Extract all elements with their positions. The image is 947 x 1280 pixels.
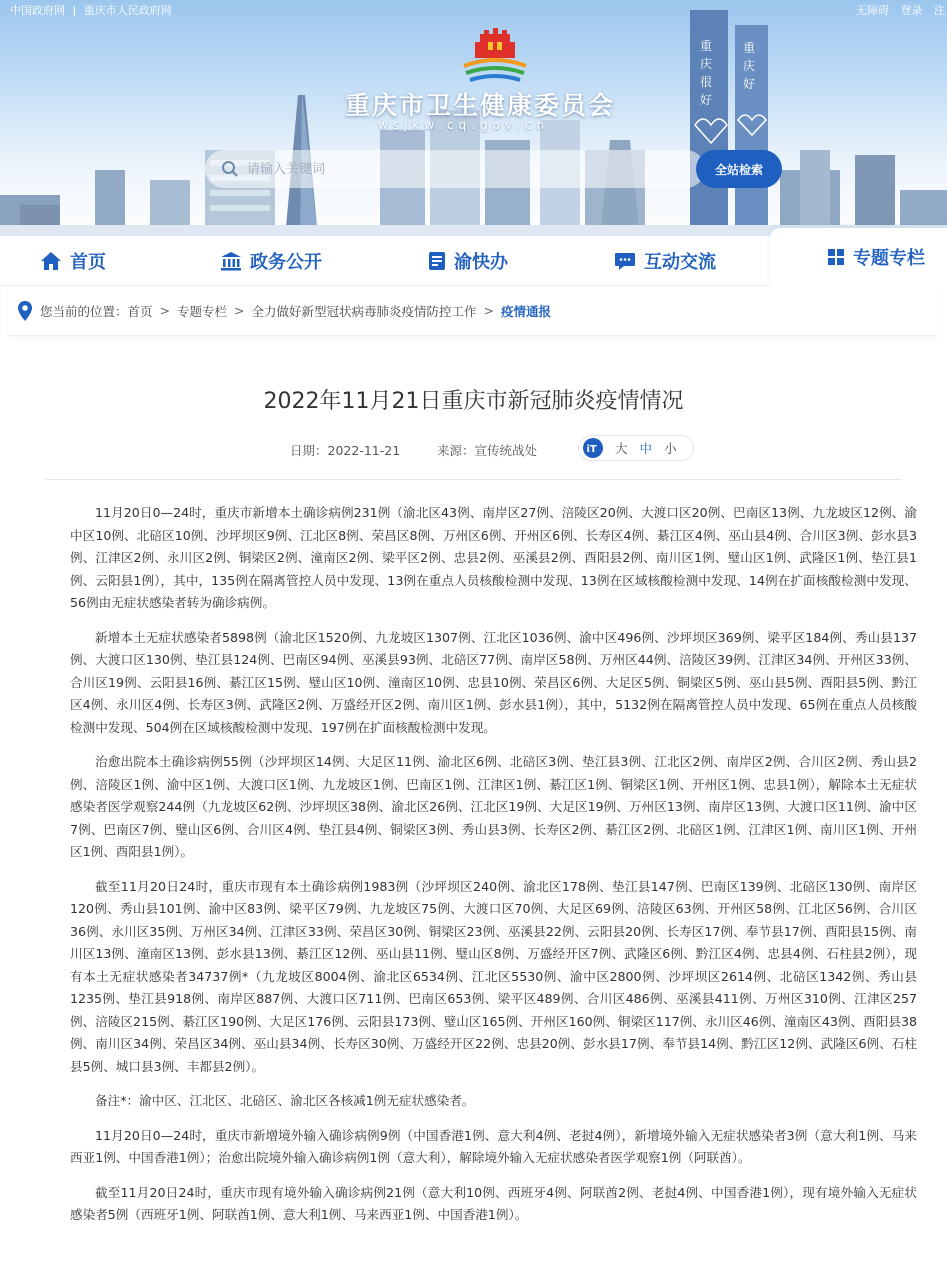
svg-text:庆: 庆 [700, 57, 713, 71]
register-link[interactable]: 注 [934, 4, 945, 17]
search-icon [221, 160, 239, 178]
svg-text:iT: iT [586, 444, 597, 455]
article-paragraph: 备注*：渝中区、江北区、北碚区、渝北区各核减1例无症状感染者。 [95, 1093, 475, 1108]
breadcrumb [8, 286, 939, 336]
nav-yukuaiban-label: 渝快办 [454, 252, 508, 273]
topbar-separator: | [72, 4, 77, 17]
government-icon [220, 251, 242, 271]
main-nav [0, 236, 947, 286]
grid-icon [827, 248, 845, 266]
breadcrumb-separator: > [234, 303, 245, 318]
source-label: 来源： [437, 443, 475, 458]
article-paragraph: 治愈出院本土确诊病例55例（沙坪坝区14例、大足区11例、渝北区6例、北碚区3例、垫江县3例、江北区2例、南岸区2例、合川区2例、秀山县2例、涪陵区1例、渝中区1例、大渡口区1例、九龙坡区1例、巴南区1例、江津区1例、綦江区1例、铜梁区1例、开州区1例、忠县1例），解除本土无症状感染者医学观察244例（九龙坡区62例、沙坪坝区38例、渝北区26例、江北区19例、大足区19例、万州区13例、南岸区13例、大渡口区11例、渝中区7例、巴南区7例、璧山区6例、合川区4例、垫江县4例、铜梁区3例、秀山县3例、长寿区2例、綦江区2例、北碚区1例、江津区1例、南川区1例、开州区1例、酉阳县1例）。 [70, 754, 917, 859]
svg-text:很: 很 [700, 75, 713, 89]
nav-yukuaiban[interactable] [428, 236, 508, 286]
article-paragraph: 截至11月20日24时，重庆市现有境外输入确诊病例21例（意大利10例、西班牙4例、阿联酋2例、老挝4例、中国香港1例），现有境外输入无症状感染者5例（西班牙1例、阿联酋1例、意大利1例、马来西亚1例、中国香港1例）。 [70, 1184, 917, 1222]
svg-text:好: 好 [700, 93, 713, 107]
link-china-gov[interactable]: 中国政府网 [10, 4, 65, 17]
article-body [0, 502, 947, 1227]
breadcrumb-separator: > [483, 303, 495, 318]
font-size-small[interactable]: 小 [664, 441, 677, 456]
site-title: 重庆市卫生健康委员会 [345, 91, 616, 120]
breadcrumb-prefix: 您当前的位置： [40, 303, 128, 319]
login-link[interactable]: 登录 [900, 4, 923, 17]
article-date [290, 441, 400, 459]
top-bar [0, 0, 947, 18]
accessibility-link[interactable]: 无障碍 [856, 4, 889, 17]
search-input[interactable] [247, 162, 667, 177]
article-paragraph: 11月20日0—24时，重庆市新增境外输入确诊病例9例（中国香港1例、意大利4例、老挝4例），新增境外输入无症状感染者3例（意大利1例、马来西亚1例、中国香港1例）；治愈出院境外输入确诊病例1例（意大利），解除境外输入无症状感染者医学观察1例（阿联酋）。 [70, 1127, 917, 1165]
svg-text:庆: 庆 [743, 59, 756, 73]
breadcrumb-current[interactable]: 疫情通报 [501, 303, 552, 319]
font-size-large[interactable]: 大 [615, 441, 628, 456]
source-value: 宣传统战处 [474, 443, 538, 458]
article-meta [0, 435, 947, 465]
nav-special-topics-label: 专题专栏 [853, 248, 925, 269]
nav-home[interactable] [40, 236, 106, 286]
nav-interaction-label: 互动交流 [644, 252, 716, 273]
font-size-control [578, 435, 694, 461]
site-search-button[interactable]: 全站检索 [696, 150, 782, 188]
nav-special-topics[interactable] [770, 228, 947, 286]
breadcrumb-separator: > [159, 303, 171, 318]
location-pin-icon [18, 301, 32, 321]
article-paragraph: 截至11月20日24时，重庆市现有本土确诊病例1983例（沙坪坝区240例、渝北区178例、垫江县147例、巴南区139例、北碚区130例、南岸区120例、秀山县101例、渝中区83例、梁平区79例、九龙坡区75例、大渡口区70例、大足区69例、涪陵区63例、开州区58例、江北区56例、合川区36例、永川区35例、万州区34例、江津区33例、荣昌区30例、铜梁区23例、巫溪县22例、云阳县20例、长寿区17例、奉节县17例、酉阳县15例、南川区13例、潼南区13例、彭水县13例、綦江区12例、巫山县11例、璧山区8例、万盛经开区7例、武隆区6例、黔江区4例、忠县4例、石柱县2例），现有本土无症状感染者34737例*（九龙坡区8004例、渝北区6534例、江北区5530例、渝中区2800例、沙坪坝区2614例、北碚区1342例、秀山县1235例、垫江县918例、南岸区887例、大渡口区711例、巴南区653例、梁平区489例、合川区486例、巫溪县411例、万州区310例、江津区257例、涪陵区215例、綦江区190例、大足区176例、云阳县173例、璧山区165例、开州区160例、铜梁区117例、永川区46例、潼南区43例、酉阳县38例、南川区34例、荣昌区34例、巫山县34例、长寿区30例、万盛经开区22例、忠县20例、彭水县17例、奉节县14例、黔江区12例、武隆区6例、石柱县5例、城口县3例、丰都县2例）。 [70, 878, 917, 1074]
article-paragraph: 11月20日0—24时，重庆市新增本土确诊病例231例（渝北区43例、南岸区27例、涪陵区20例、大渡口区20例、巴南区13例、九龙坡区12例、渝中区10例、北碚区10例、沙坪坝区9例、江北区8例、荣昌区8例、万州区6例、开州区6例、长寿区4例、綦江区4例、巫山县4例、合川区3例、彭水县3例、江津区2例、永川区2例、铜梁区2例、潼南区2例、梁平区2例、忠县2例、巫溪县2例、酉阳县2例、南川区1例、璧山区1例、武隆区1例、垫江县1例、云阳县1例），其中，135例在隔离管控人员中发现、13例在重点人员核酸检测中发现、13例在区域核酸检测中发现、14例在扩面核酸检测中发现、56例由无症状感染者转为确诊病例。 [70, 505, 917, 610]
svg-text:好: 好 [743, 77, 756, 91]
date-label: 日期： [290, 443, 328, 458]
article-divider [45, 479, 902, 480]
nav-interaction[interactable] [614, 236, 716, 286]
site-logo[interactable] [460, 28, 530, 84]
home-icon [40, 251, 62, 271]
search-box [205, 150, 705, 188]
nav-government-affairs[interactable] [220, 236, 322, 286]
site-header [0, 0, 947, 238]
nav-home-label: 首页 [70, 252, 106, 273]
date-value: 2022-11-21 [327, 443, 401, 458]
breadcrumb-home[interactable]: 首页 [127, 303, 153, 319]
article-title: 2022年11月21日重庆市新冠肺炎疫情情况 [263, 389, 684, 414]
link-chongqing-gov[interactable]: 重庆市人民政府网 [83, 4, 172, 17]
chat-icon [614, 251, 636, 271]
svg-text:重: 重 [700, 39, 713, 53]
site-url: wsjkw.cq.gov.cn [378, 118, 550, 132]
nav-government-label: 政务公开 [250, 252, 322, 273]
article-source [437, 441, 537, 459]
svg-text:重: 重 [743, 41, 756, 55]
breadcrumb-covid-topic[interactable]: 全力做好新型冠状病毒肺炎疫情防控工作 [251, 303, 477, 319]
breadcrumb-special-topics[interactable]: 专题专栏 [177, 303, 228, 319]
font-size-medium[interactable]: 中 [639, 441, 653, 456]
font-size-icon [583, 438, 603, 458]
article-paragraph: 新增本土无症状感染者5898例（渝北区1520例、九龙坡区1307例、江北区1036例、渝中区496例、沙坪坝区369例、梁平区184例、秀山县137例、大渡口区130例、垫江县124例、巴南区94例、巫溪县93例、北碚区77例、南岸区58例、万州区44例、涪陵区39例、江津区34例、开州区33例、合川区19例、云阳县16例、綦江区15例、璧山区10例、潼南区10例、忠县10例、荣昌区6例、大足区5例、铜梁区5例、巫山县5例、酉阳县5例、黔江区4例、永川区4例、长寿区3例、武隆区2例、万盛经开区2例、南川区1例、彭水县1例），其中，5132例在隔离管控人员中发现、65例在重点人员核酸检测中发现、504例在区域核酸检测中发现、197例在扩面核酸检测中发现。 [70, 629, 917, 735]
document-icon [428, 251, 446, 271]
